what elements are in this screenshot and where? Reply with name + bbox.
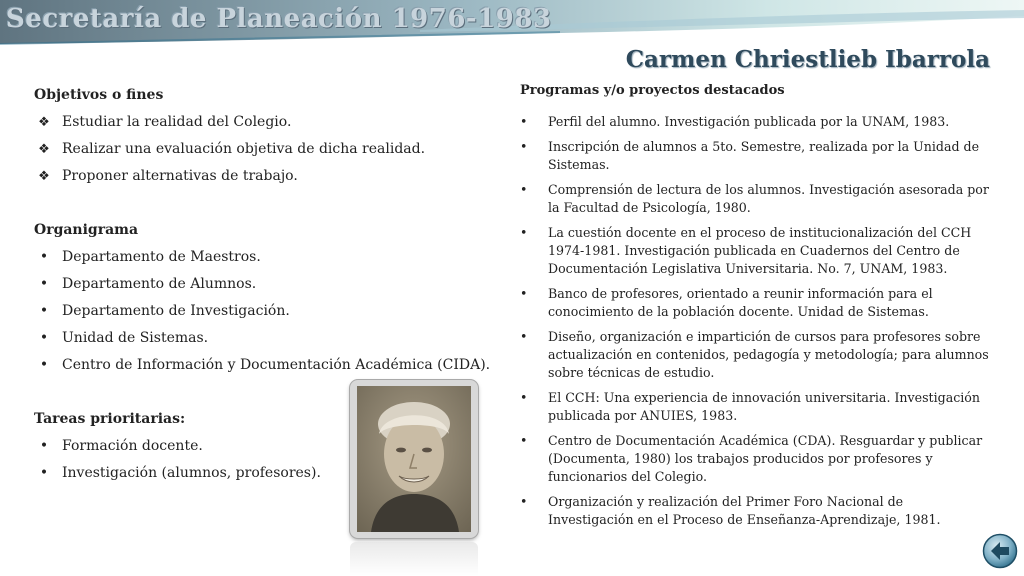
list-item: ❖ Estudiar la realidad del Colegio.	[34, 109, 484, 136]
diamond-bullet-icon: ❖	[38, 142, 50, 157]
person-name: Carmen Chriestlieb Ibarrola	[625, 46, 990, 73]
bullet-icon: •	[520, 328, 528, 344]
bullet-icon: •	[520, 432, 528, 448]
list-item: • Comprensión de lectura de los alumnos. Investigación asesorada por la Facultad de Psicología, 1980.	[520, 181, 989, 216]
list-item: ❖ Proponer alternativas de trabajo.	[34, 163, 484, 190]
objectives-list	[34, 109, 484, 190]
objectives-heading: Objetivos o fines	[34, 87, 164, 103]
list-item: • Departamento de Investigación.	[34, 298, 484, 325]
bullet-icon: •	[520, 181, 528, 197]
list-item: • Organización y realización del Primer Foro Nacional de Investigación en el Proceso de Enseñanza-Aprendizaje, 1981.	[520, 493, 941, 528]
bullet-icon: •	[520, 224, 528, 240]
bullet-icon: •	[520, 285, 528, 301]
organigram-heading: Organigrama	[34, 222, 139, 238]
bullet-icon: •	[520, 493, 528, 509]
list-item: • Centro de Documentación Académica (CDA). Resguardar y publicar (Documenta, 1980) los trabajos producidos por profesores y funcionarios del Colegio.	[520, 432, 983, 485]
list-item: • Departamento de Maestros.	[34, 244, 484, 271]
bullet-icon: •	[520, 389, 528, 405]
bullet-icon: •	[520, 114, 528, 130]
slide-title: Secretaría de Planeación 1976-1983	[6, 4, 552, 34]
list-item: • Inscripción de alumnos a 5to. Semestre, realizada por la Unidad de Sistemas.	[520, 138, 980, 173]
bullet-icon: •	[39, 249, 49, 265]
right-column	[520, 82, 992, 536]
portrait-photo-frame	[350, 380, 478, 538]
list-item: • Formación docente.	[34, 433, 484, 460]
programs-list	[520, 113, 992, 529]
portrait-reflection	[350, 542, 478, 576]
back-arrow-icon[interactable]	[982, 533, 1018, 569]
list-item: • El CCH: Una experiencia de innovación universitaria. Investigación publicada por ANUIES, 1983.	[520, 389, 980, 424]
tasks-heading: Tareas prioritarias:	[34, 411, 186, 427]
portrait-photo	[357, 386, 471, 532]
bullet-icon: •	[39, 357, 49, 373]
list-item: ❖ Realizar una evaluación objetiva de dicha realidad.	[34, 136, 484, 163]
list-item: • Departamento de Alumnos.	[34, 271, 484, 298]
list-item: • Investigación (alumnos, profesores).	[34, 460, 484, 487]
portrait-image	[357, 386, 471, 532]
bullet-icon: •	[520, 138, 528, 154]
list-item: • Perfil del alumno. Investigación publicada por la UNAM, 1983.	[520, 113, 992, 131]
bullet-icon: •	[39, 330, 49, 346]
list-item: • Banco de profesores, orientado a reunir información para el conocimiento de la población docente. Unidad de Sistemas.	[520, 285, 933, 320]
diamond-bullet-icon: ❖	[38, 115, 50, 130]
list-item: • Centro de Información y Documentación Académica (CIDA).	[34, 352, 484, 379]
list-item: • Unidad de Sistemas.	[34, 325, 484, 352]
list-item: • Diseño, organización e impartición de cursos para profesores sobre actualización en contenidos, pedagogía y metodología; para alumnos sobre técnicas de estudio.	[520, 328, 989, 381]
list-item: • La cuestión docente en el proceso de institucionalización del CCH 1974-1981. Investigación publicada en Cuadernos del Centro de Documentación Legislativa Universitaria. No. 7, UNAM, 1983.	[520, 224, 972, 277]
programs-heading: Programas y/o proyectos destacados	[520, 83, 785, 98]
bullet-icon: •	[39, 465, 49, 481]
bullet-icon: •	[39, 276, 49, 292]
diamond-bullet-icon: ❖	[38, 169, 50, 184]
bullet-icon: •	[39, 303, 49, 319]
organigram-list	[34, 244, 491, 379]
bullet-icon: •	[39, 438, 49, 454]
